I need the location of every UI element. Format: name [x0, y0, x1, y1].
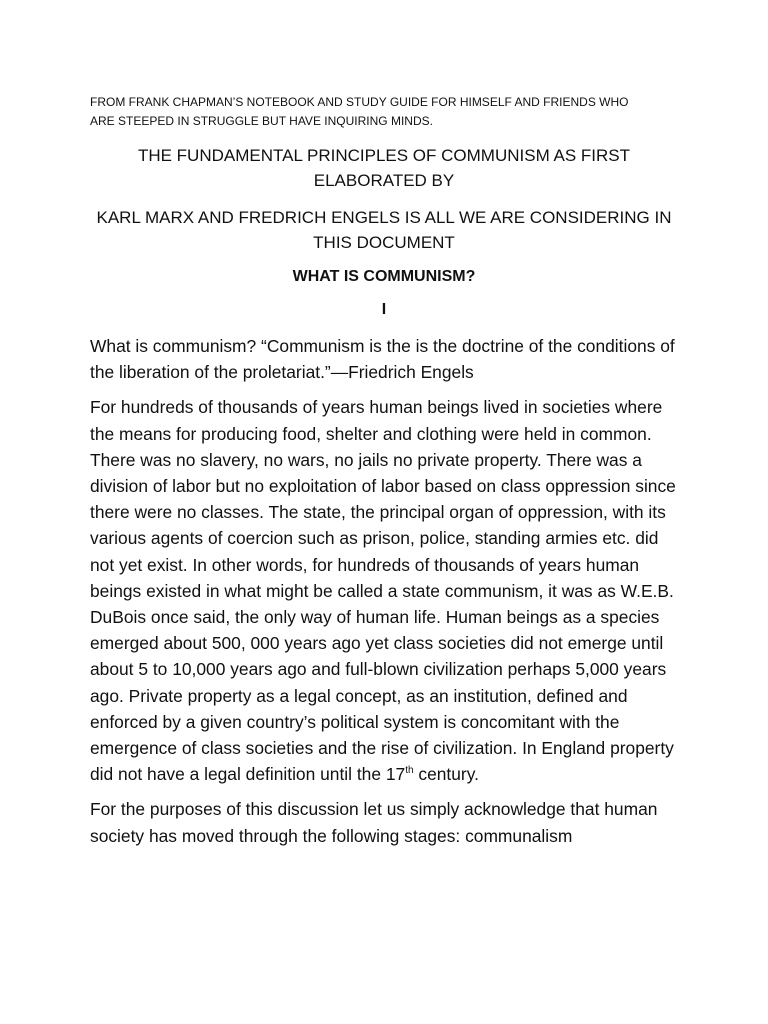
section-number: I: [381, 301, 387, 318]
document-title-line-1: THE FUNDAMENTAL PRINCIPLES OF COMMUNISM AS FIRST ELABORATED BY: [137, 146, 631, 190]
document-title-line-2: KARL MARX AND FREDRICH ENGELS IS ALL WE ARE CONSIDERING IN THIS DOCUMENT: [96, 208, 672, 252]
paragraph-2-main: For hundreds of thousands of years human beings lived in societies where the means for producing food, shelter and clothing were held in common. There was no slavery, no wars, no jails no private property. There was a division of labor but no exploitation of labor based on class oppression since there were no classes. The state, the principal organ of oppression, with its various agents of coercion such as prison, police, standing armies etc. did not yet exist. In other words, for hundreds of thousands of years human beings existed in what might be called a state communism, it was as W.E.B. DuBois once said, the only way of human life. Human beings as a species emerged about 500, 000 years ago yet class societies did not emerge until about 5 to 10,000 years ago and full-blown civilization perhaps 5,000 years ago. Private property as a legal concept, as an institution, defined and enforced by a given country’s political system is concomitant with the emergence of class societies and the rise of civilization. In England property did not have a legal definition until the 17: [90, 397, 676, 785]
paragraph-1: What is communism? “Communism is the is the doctrine of the conditions of the liberation of the proletariat.”—Friedrich Engels: [90, 336, 675, 383]
section-heading: WHAT IS COMMUNISM?: [292, 268, 476, 285]
paragraph-2: [90, 394, 678, 787]
header-note: FROM FRANK CHAPMAN’S NOTEBOOK AND STUDY GUIDE FOR HIMSELF AND FRIENDS WHO ARE STEEPED IN STRUGGLE BUT HAVE INQUIRING MINDS.: [90, 95, 629, 128]
paragraph-3: For the purposes of this discussion let us simply acknowledge that human society has moved through the following stages: communalism: [90, 799, 658, 846]
paragraph-2-superscript: th: [405, 765, 414, 777]
paragraph-2-tail: century.: [413, 764, 479, 785]
